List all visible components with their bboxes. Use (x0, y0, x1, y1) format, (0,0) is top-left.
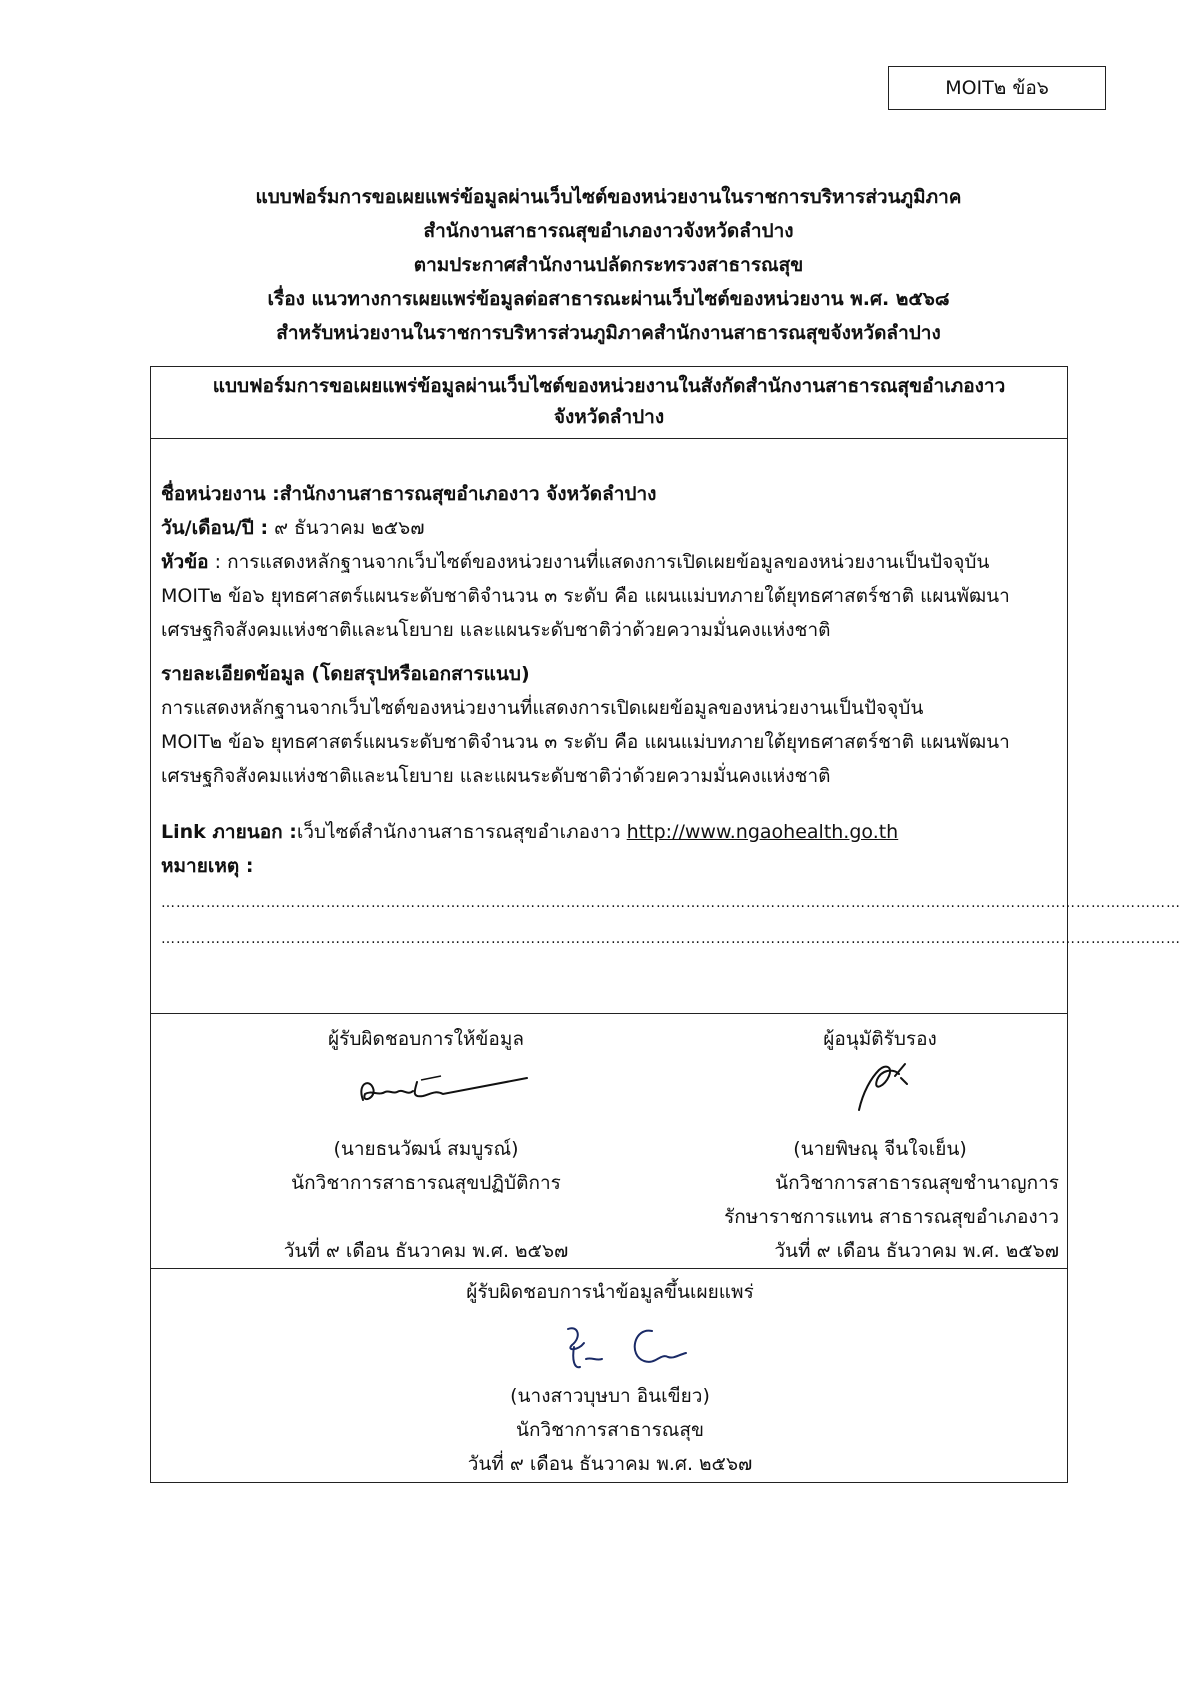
unit-value: สำนักงานสาธารณสุขอำเภองาว จังหวัดลำปาง (279, 483, 657, 505)
publisher-signature-block (151, 1269, 1069, 1482)
approver-date: วันที่ ๙ เดือน ธันวาคม พ.ศ. ๒๕๖๗ (774, 1240, 1059, 1262)
publisher-name: (นางสาวบุษบา อินเขียว) (510, 1385, 710, 1407)
header-line-1: แบบฟอร์มการขอเผยแพร่ข้อมูลผ่านเว็บไซต์ของหน่วยงานในราชการบริหารส่วนภูมิภาค (255, 186, 962, 208)
header-line-2: สำนักงานสาธารณสุขอำเภองาวจังหวัดลำปาง (423, 220, 794, 242)
link-text: เว็บไซต์สำนักงานสาธารณสุขอำเภองาว (296, 821, 627, 843)
form-title-line-2: จังหวัดลำปาง (553, 406, 665, 428)
publisher-position: นักวิชาการสาธารณสุข (515, 1419, 705, 1441)
form-title-line-1: แบบฟอร์มการขอเผยแพร่ข้อมูลผ่านเว็บไซต์ของหน่วยงานในสังกัดสำนักงานสาธารณสุขอำเภองาว (212, 375, 1006, 397)
note-dotted-line-2: …………………………………………………………………………………………………………………………………………………………………………………… (161, 931, 1181, 947)
document-header (150, 180, 1067, 350)
link-label: Link ภายนอก : (161, 821, 297, 843)
form-body-row (151, 439, 1181, 1014)
detail-label: รายละเอียดข้อมูล (โดยสรุปหรือเอกสารแนบ) (161, 663, 530, 685)
topic-line-2: MOIT๒ ข้อ๖ ยุทธศาสตร์แผนระดับชาติจำนวน ๓ ระดับ คือ แผนแม่บทภายใต้ยุทธศาสตร์ชาติ แผนพัฒนา (161, 585, 1010, 607)
publisher-signature-image (556, 1319, 696, 1379)
header-line-4: เรื่อง แนวทางการเผยแพร่ข้อมูลต่อสาธารณะผ่านเว็บไซต์ของหน่วยงาน พ.ศ. ๒๕๖๘ (267, 288, 950, 310)
approver-role: ผู้อนุมัติรับรอง (823, 1028, 937, 1050)
website-link[interactable]: http://www.ngaohealth.go.th (626, 821, 899, 843)
provider-name: (นายธนวัฒน์ สมบูรณ์) (333, 1138, 519, 1160)
approver-name: (นายพิษณุ จีนใจเย็น) (793, 1138, 967, 1160)
form-table (150, 366, 1181, 1483)
approver-signature-block (699, 1014, 1061, 1269)
provider-signature-block (241, 1014, 611, 1269)
provider-role: ผู้รับผิดชอบการให้ข้อมูล (328, 1028, 524, 1050)
approver-signature-image (849, 1056, 919, 1116)
detail-line-1: การแสดงหลักฐานจากเว็บไซต์ของหน่วยงานที่แสดงการเปิดเผยข้อมูลของหน่วยงานเป็นปัจจุบัน (161, 697, 924, 719)
date-value: ๙ ธันวาคม ๒๕๖๗ (274, 517, 425, 539)
detail-line-3: เศรษฐกิจสังคมแห่งชาติและนโยบาย และแผนระดับชาติว่าด้วยความมั่นคงแห่งชาติ (161, 765, 831, 787)
reference-code-box (888, 66, 1106, 110)
publisher-date: วันที่ ๙ เดือน ธันวาคม พ.ศ. ๒๕๖๗ (467, 1453, 753, 1475)
approver-acting: รักษาราชการแทน สาธารณสุขอำเภองาว (724, 1206, 1059, 1228)
topic-line-1 (161, 547, 989, 577)
unit-line (161, 479, 656, 509)
link-line (161, 817, 898, 847)
reference-code: MOIT๒ ข้อ๖ (945, 77, 1049, 99)
topic-line-3: เศรษฐกิจสังคมแห่งชาติและนโยบาย และแผนระดับชาติว่าด้วยความมั่นคงแห่งชาติ (161, 619, 831, 641)
publisher-role: ผู้รับผิดชอบการนำข้อมูลขึ้นเผยแพร่ (466, 1281, 754, 1303)
provider-signature-image (351, 1064, 531, 1114)
detail-line-2: MOIT๒ ข้อ๖ ยุทธศาสตร์แผนระดับชาติจำนวน ๓ ระดับ คือ แผนแม่บทภายใต้ยุทธศาสตร์ชาติ แผนพัฒนา (161, 731, 1010, 753)
note-dotted-line-1: …………………………………………………………………………………………………………………………………………………………………………………… (161, 895, 1181, 911)
date-line (161, 513, 425, 543)
publisher-row (151, 1269, 1067, 1482)
header-line-3: ตามประกาศสำนักงานปลัดกระทรวงสาธารณสุข (413, 254, 804, 276)
topic-text-1: : การแสดงหลักฐานจากเว็บไซต์ของหน่วยงานที่แสดงการเปิดเผยข้อมูลของหน่วยงานเป็นปัจจุบัน (208, 551, 990, 573)
header-line-5: สำหรับหน่วยงานในราชการบริหารส่วนภูมิภาคสำนักงานสาธารณสุขจังหวัดลำปาง (276, 322, 941, 344)
provider-position: นักวิชาการสาธารณสุขปฏิบัติการ (291, 1172, 561, 1194)
provider-date: วันที่ ๙ เดือน ธันวาคม พ.ศ. ๒๕๖๗ (283, 1240, 569, 1262)
date-label: วัน/เดือน/ปี : (161, 517, 269, 539)
topic-label: หัวข้อ (161, 551, 209, 573)
note-label: หมายเหตุ : (161, 855, 254, 877)
approver-position: นักวิชาการสาธารณสุขชำนาญการ (775, 1172, 1059, 1194)
signature-row (151, 1014, 1067, 1269)
unit-label: ชื่อหน่วยงาน : (161, 483, 280, 505)
form-title-row (151, 367, 1067, 439)
